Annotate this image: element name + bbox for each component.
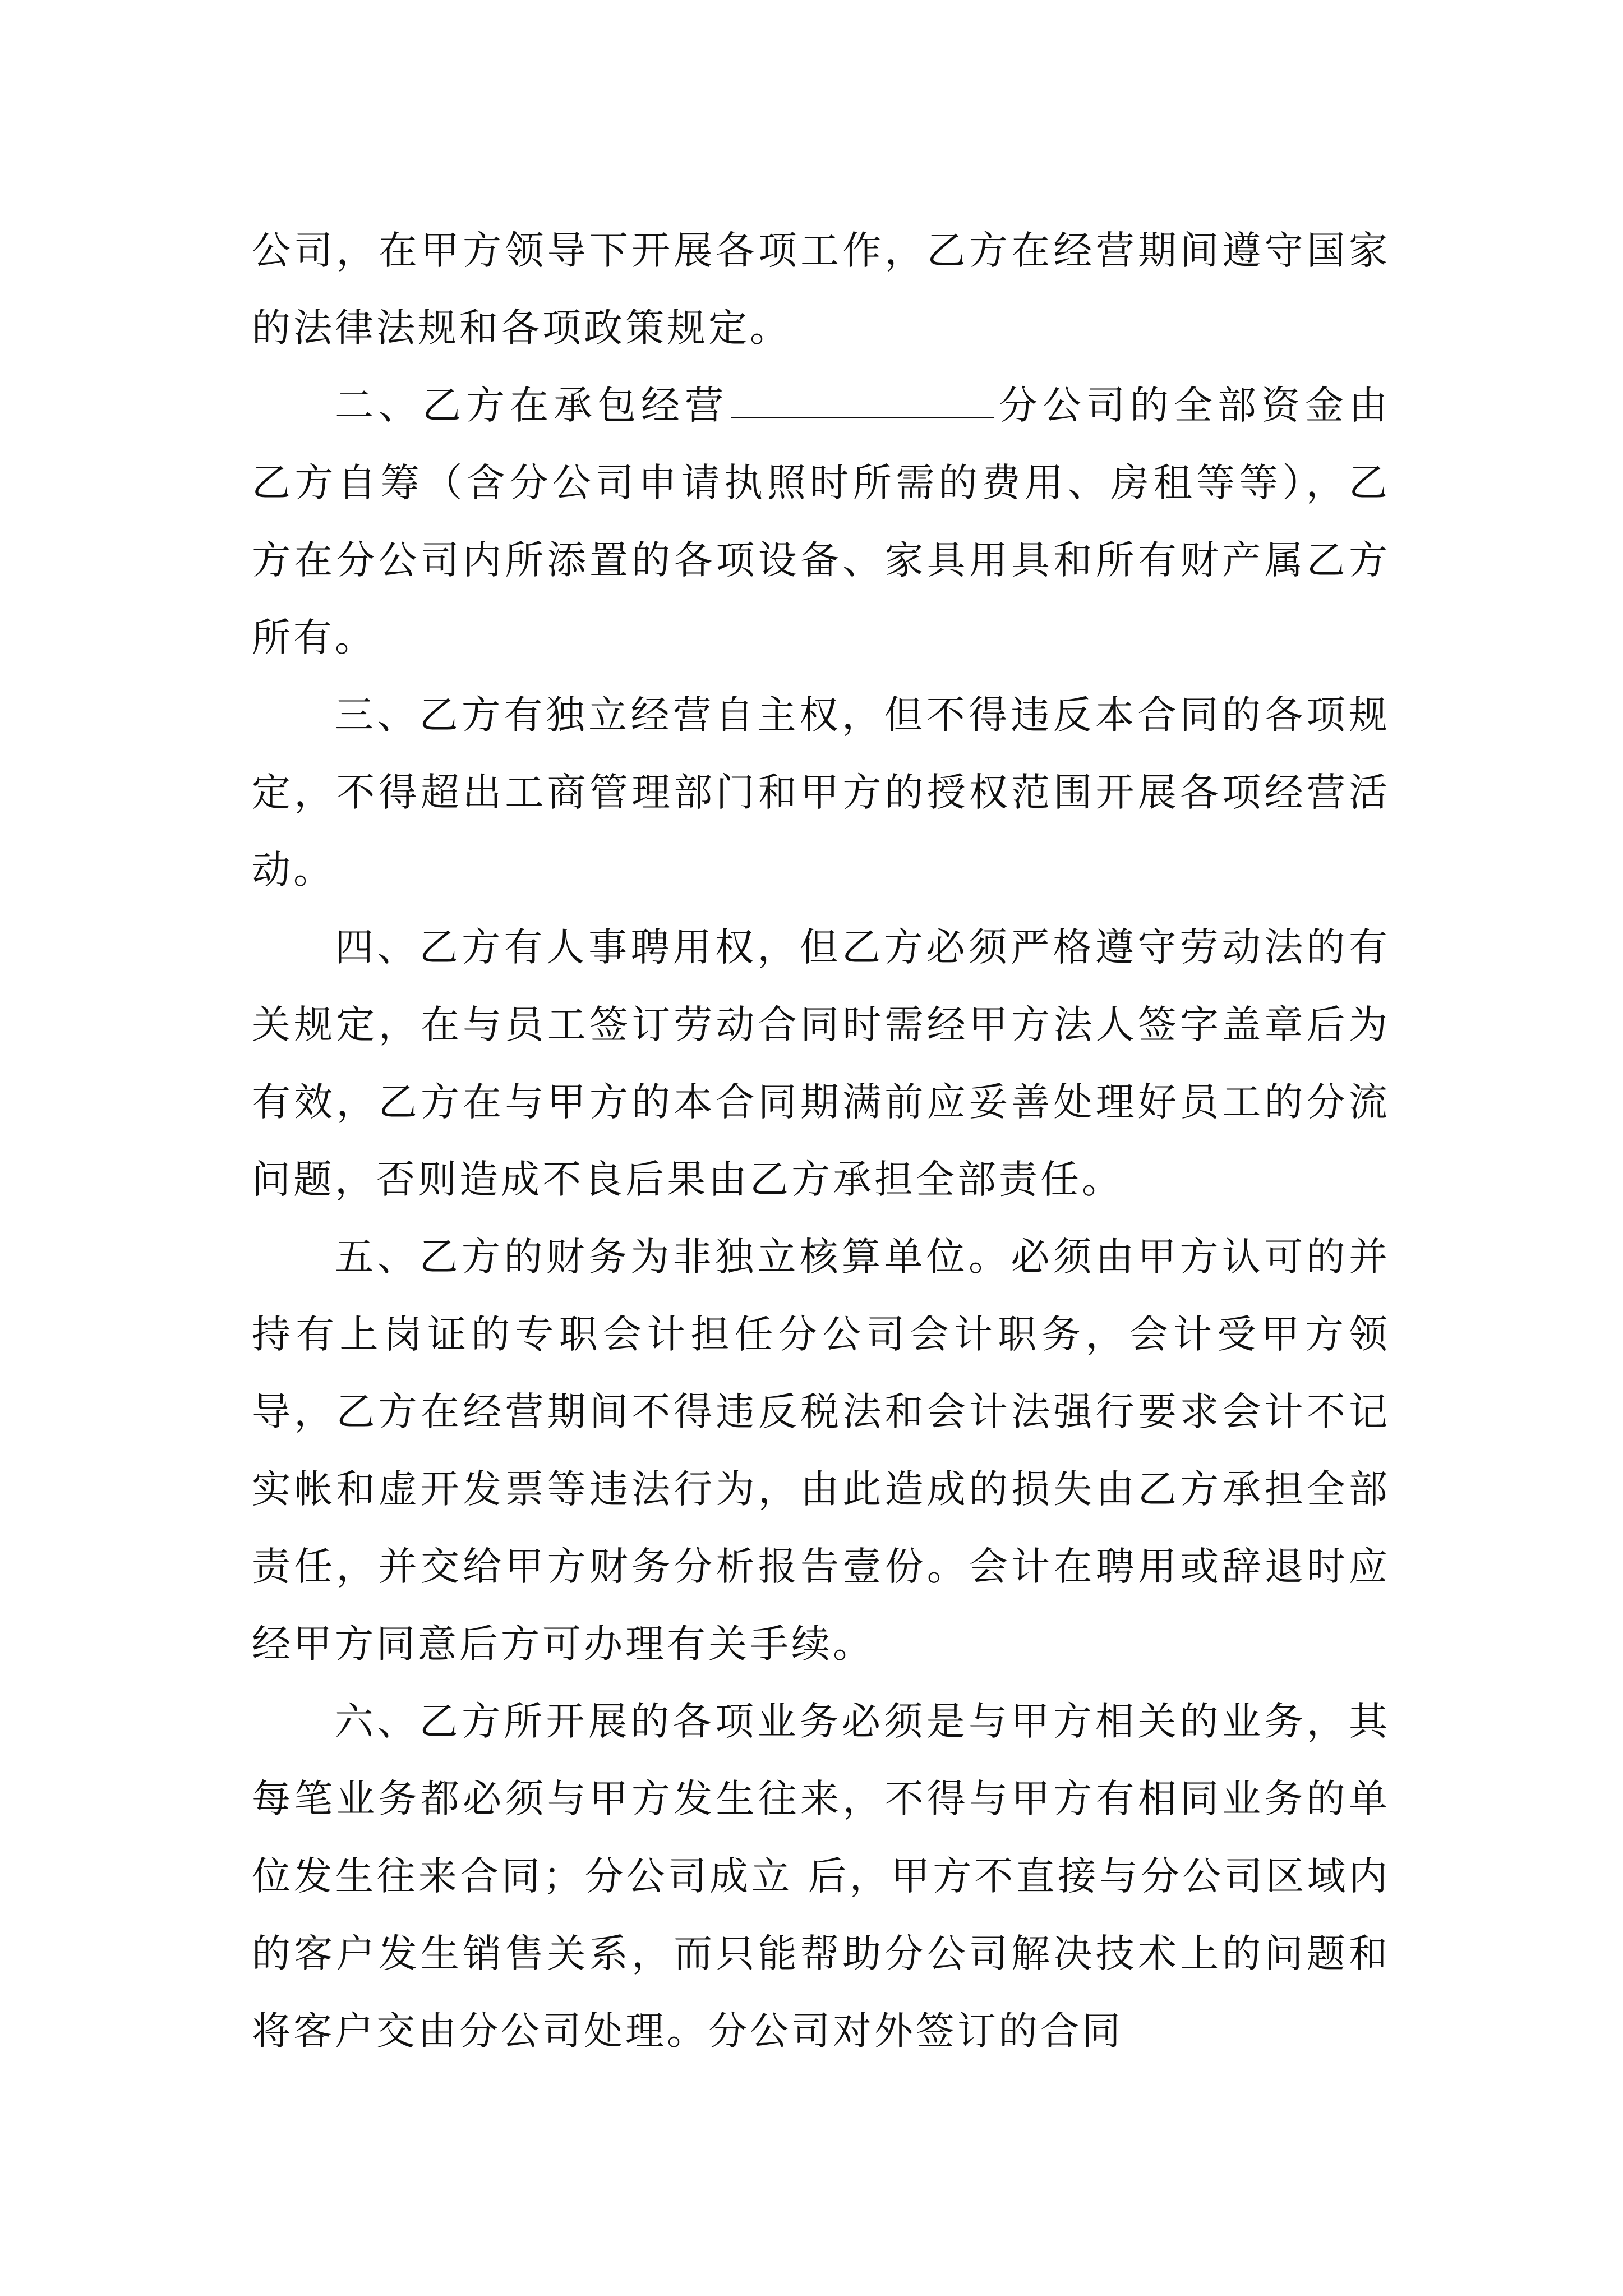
paragraph-clause-6: 六、乙方所开展的各项业务必须是与甲方相关的业务，其每笔业务都必须与甲方发生往来，不得与甲方有相同业务的单位发生往来合同；分公司成立 后，甲方不直接与分公司区域内的客户发生销售关系，而只能帮助分公司解决技术上的问题和将客户交由分公司处理。分公司对外签订的合同	[252, 1699, 1390, 2054]
paragraph-continuation: 公司，在甲方领导下开展各项工作，乙方在经营期间遵守国家的法律法规和各项政策规定。	[252, 228, 1390, 351]
paragraph-clause-3: 三、乙方有独立经营自主权，但不得违反本合同的各项规定，不得超出工商管理部门和甲方的授权范围开展各项经营活动。	[252, 693, 1390, 892]
clause-2-text-end: 分公司的全部资金由乙方自筹（含分公司申请执照时所需的费用、房租等等），乙方在分公司内所添置的各项设备、家具用具和所有财产属乙方所有。	[252, 383, 1390, 660]
paragraph-clause-2	[252, 367, 1390, 677]
paragraph-clause-4: 四、乙方有人事聘用权，但乙方必须严格遵守劳动法的有关规定，在与员工签订劳动合同时需经甲方法人签字盖章后为有效，乙方在与甲方的本合同期满前应妥善处理好员工的分流问题，否则造成不良后果由乙方承担全部责任。	[252, 925, 1390, 1202]
paragraph-clause-5: 五、乙方的财务为非独立核算单位。必须由甲方认可的并持有上岗证的专职会计担任分公司会计职务，会计受甲方领导，乙方在经营期间不得违反税法和会计法强行要求会计不记实帐和虚开发票等违法行为，由此造成的损失由乙方承担全部责任，并交给甲方财务分析报告壹份。会计在聘用或辞退时应经甲方同意后方可办理有关手续。	[252, 1235, 1390, 1667]
fill-in-blank	[731, 383, 994, 418]
clause-2-text-start: 二、乙方在承包经营	[335, 383, 728, 428]
contract-body	[252, 212, 1390, 2070]
